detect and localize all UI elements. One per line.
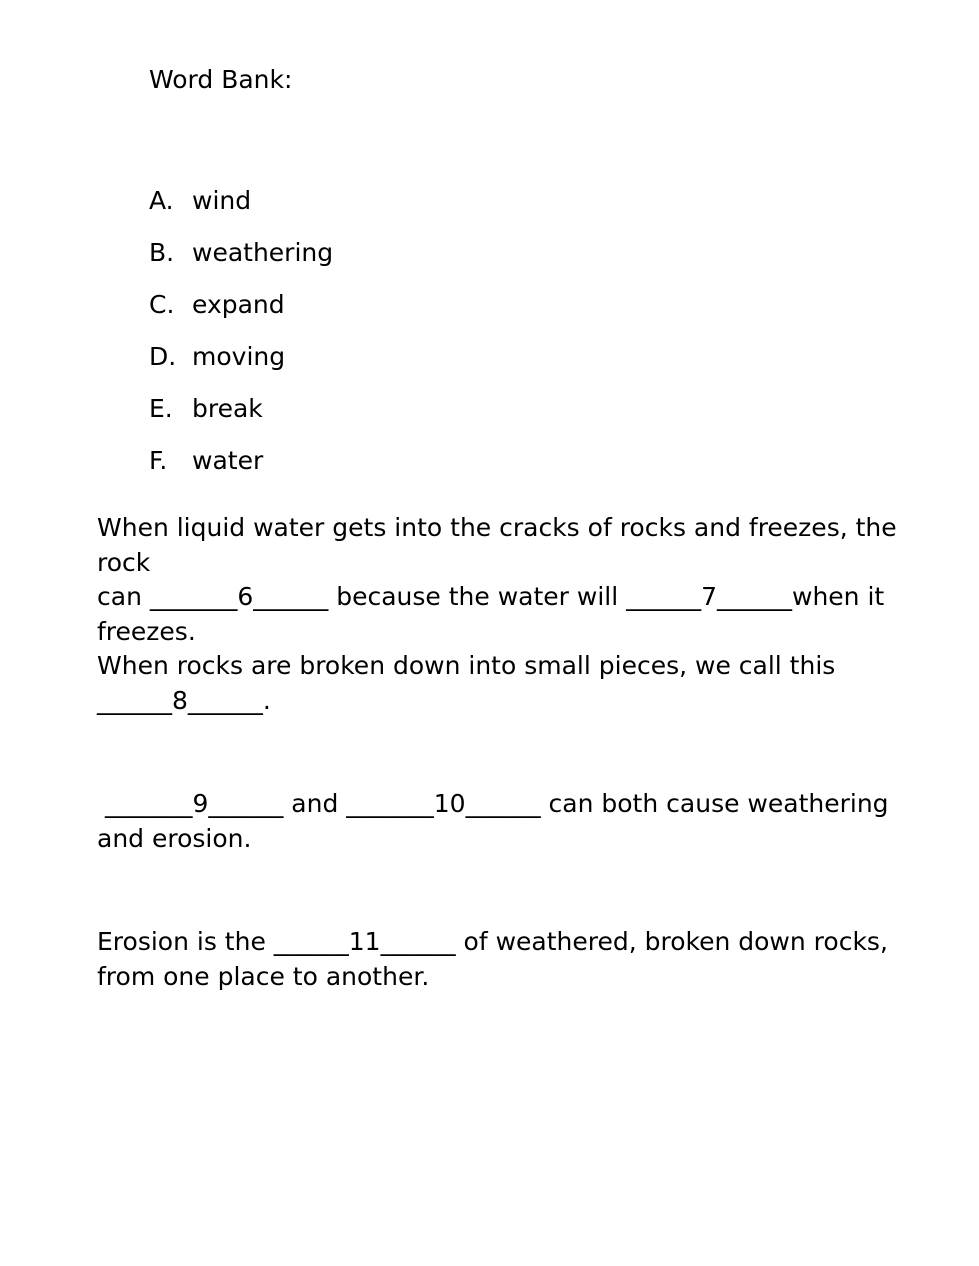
item-word: moving	[192, 342, 286, 371]
question-line: _______9______ and _______10______ can both cause weathering	[97, 789, 889, 818]
question-line: can _______6______ because the water will ______7______when it	[97, 582, 885, 611]
word-bank-item-b	[149, 236, 333, 288]
question-line: and erosion.	[97, 823, 252, 853]
question-11	[97, 925, 912, 994]
word-bank-item-f	[149, 444, 333, 496]
question-6-7	[97, 511, 912, 649]
question-line: When liquid water gets into the cracks of rocks and freezes, the rock	[97, 513, 897, 577]
question-line: Erosion is the ______11______ of weathered, broken down rocks,	[97, 927, 888, 956]
item-letter: B.	[149, 238, 175, 267]
item-word: break	[192, 394, 263, 423]
item-letter: C.	[149, 290, 175, 319]
question-line: When rocks are broken down into small pieces, we call this	[97, 651, 836, 680]
item-letter: D.	[149, 342, 177, 371]
item-letter: A.	[149, 186, 174, 215]
item-letter: E.	[149, 394, 173, 423]
item-word: wind	[192, 186, 252, 215]
question-8	[97, 649, 912, 718]
item-word: weathering	[192, 238, 334, 267]
item-word: water	[192, 446, 264, 475]
word-bank-list	[149, 184, 333, 496]
item-letter: F.	[149, 446, 168, 475]
word-bank-title: Word Bank:	[149, 65, 293, 94]
question-line: from one place to another.	[97, 961, 430, 991]
question-9-10	[97, 787, 912, 856]
word-bank-item-a	[149, 184, 333, 236]
word-bank-item-c	[149, 288, 333, 340]
item-word: expand	[192, 290, 285, 319]
word-bank-item-e	[149, 392, 333, 444]
question-line: ______8______.	[97, 685, 271, 715]
question-line: freezes.	[97, 616, 196, 646]
word-bank-item-d	[149, 340, 333, 392]
